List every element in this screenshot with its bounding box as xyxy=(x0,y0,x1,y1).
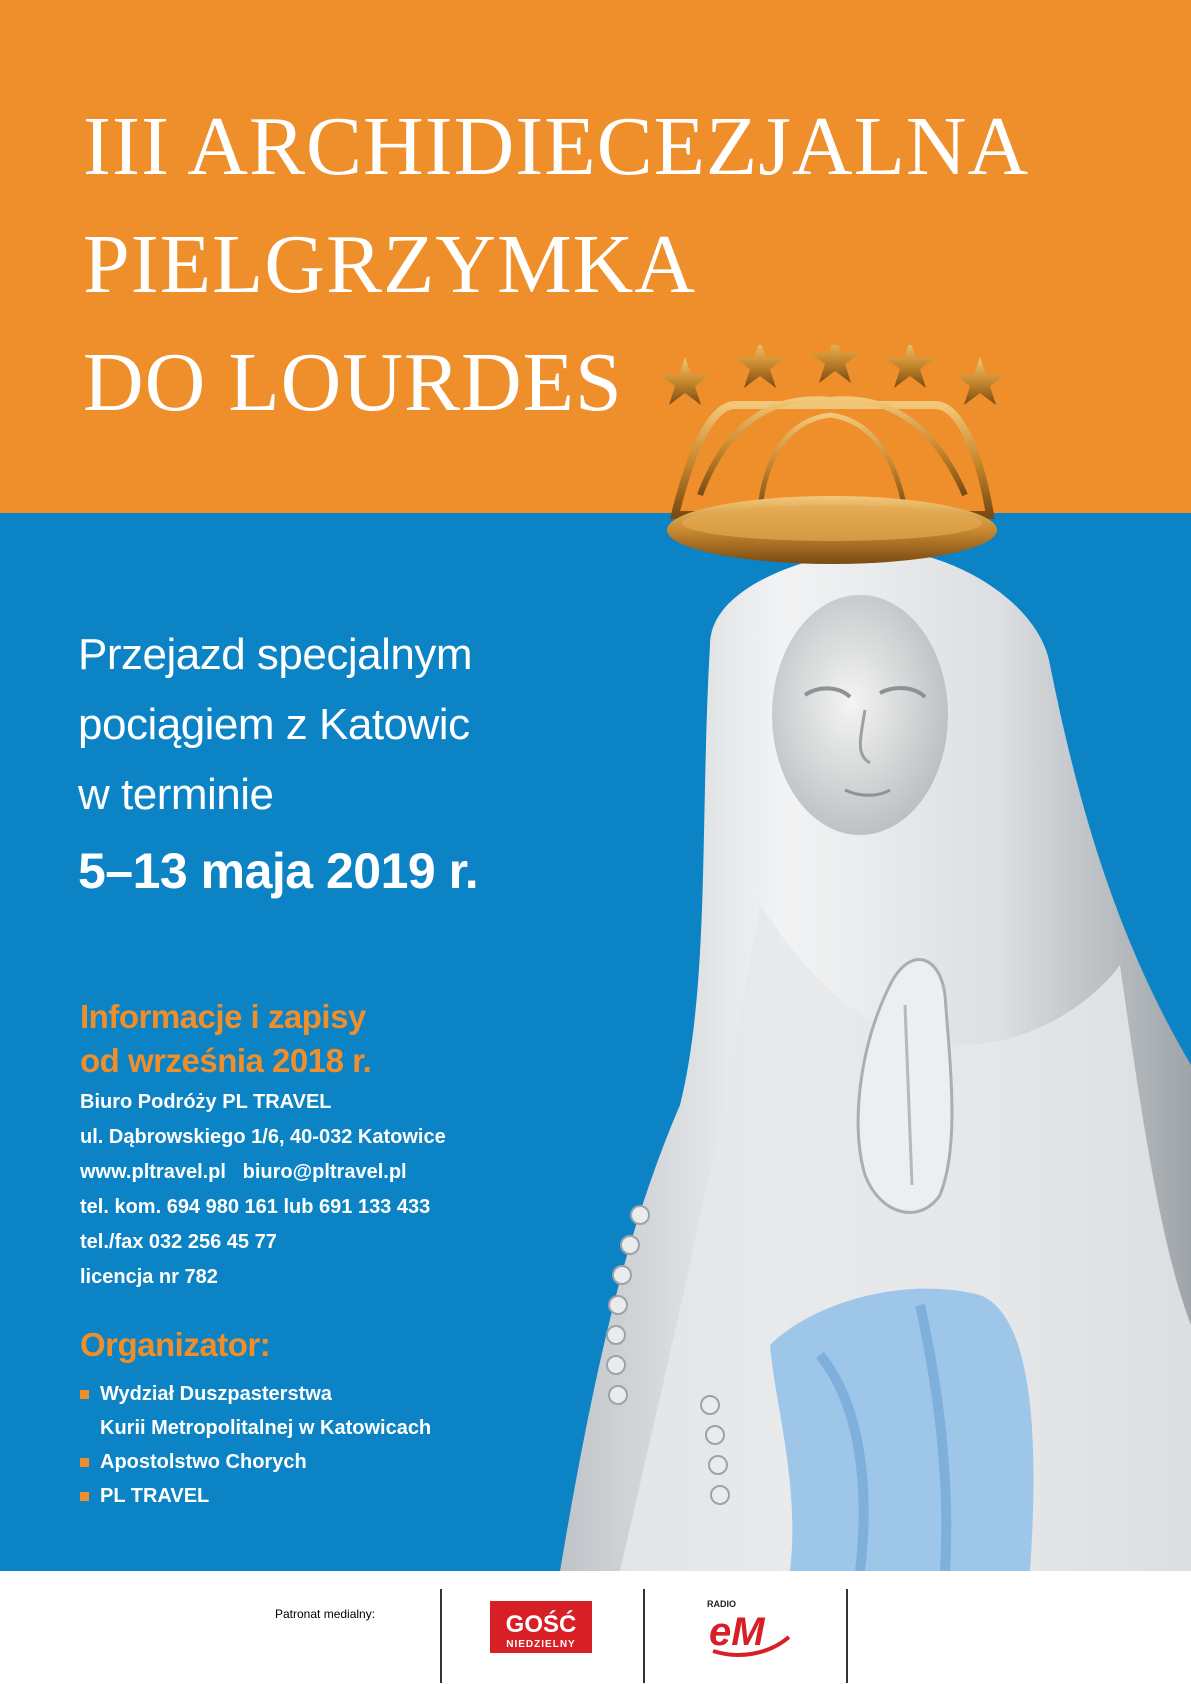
radio-logo-word: eM xyxy=(709,1610,765,1654)
square-bullet-icon xyxy=(80,1458,89,1467)
list-item xyxy=(80,1445,431,1479)
radio-em-logo xyxy=(703,1593,793,1659)
radio-logo-top: RADIO xyxy=(707,1599,736,1609)
trip-line: w terminie xyxy=(78,770,274,819)
agency-fax: tel./fax 032 256 45 77 xyxy=(80,1231,277,1253)
title-line: PIELGRZYMKA xyxy=(83,218,696,311)
info-heading-line: Informacje i zapisy xyxy=(80,998,366,1035)
agency-web-email[interactable]: www.pltravel.pl biuro@pltravel.pl xyxy=(80,1161,407,1183)
organizer-name: PL TRAVEL xyxy=(100,1485,210,1507)
crown xyxy=(660,345,1005,564)
agency-phones: tel. kom. 694 980 161 lub 691 133 433 xyxy=(80,1196,431,1218)
square-bullet-icon xyxy=(80,1492,89,1501)
trip-line: pociągiem z Katowic xyxy=(78,700,470,749)
trip-date: 5–13 maja 2019 r. xyxy=(78,843,479,899)
divider xyxy=(846,1589,848,1683)
divider xyxy=(440,1589,442,1683)
madonna-statue-illustration xyxy=(560,345,1191,1571)
title-line: III ARCHIDIECEZJALNA xyxy=(83,100,1030,193)
organizer-name: Wydział Duszpasterstwa xyxy=(100,1383,332,1405)
list-item xyxy=(80,1479,431,1513)
organizer-list xyxy=(80,1377,431,1513)
media-patronage-label: Patronat medialny: xyxy=(275,1607,376,1621)
trip-description xyxy=(78,620,478,906)
list-item xyxy=(80,1377,431,1445)
trip-line: Przejazd specjalnym xyxy=(78,630,472,679)
footer xyxy=(0,1571,1191,1684)
square-bullet-icon xyxy=(80,1390,89,1399)
organizer-name: Kurii Metropolitalnej w Katowicach xyxy=(100,1417,432,1439)
gosc-logo-sub: NIEDZIELNY xyxy=(506,1639,576,1650)
info-heading-line: od września 2018 r. xyxy=(80,1042,372,1079)
organizer-heading: Organizator: xyxy=(80,1326,271,1363)
divider xyxy=(643,1589,645,1683)
gosc-niedzielny-logo xyxy=(490,1601,592,1653)
organizer-name: Apostolstwo Chorych xyxy=(100,1451,307,1473)
contact-block xyxy=(80,1085,446,1295)
face xyxy=(772,595,948,835)
gosc-logo-word: GOŚĆ xyxy=(505,1611,577,1638)
info-heading xyxy=(80,995,371,1083)
blue-sash xyxy=(770,1289,1033,1571)
agency-address: ul. Dąbrowskiego 1/6, 40-032 Katowice xyxy=(80,1126,446,1148)
title-line: DO LOURDES xyxy=(83,336,623,429)
agency-name: Biuro Podróży PL TRAVEL xyxy=(80,1091,332,1113)
agency-license: licencja nr 782 xyxy=(80,1266,218,1288)
